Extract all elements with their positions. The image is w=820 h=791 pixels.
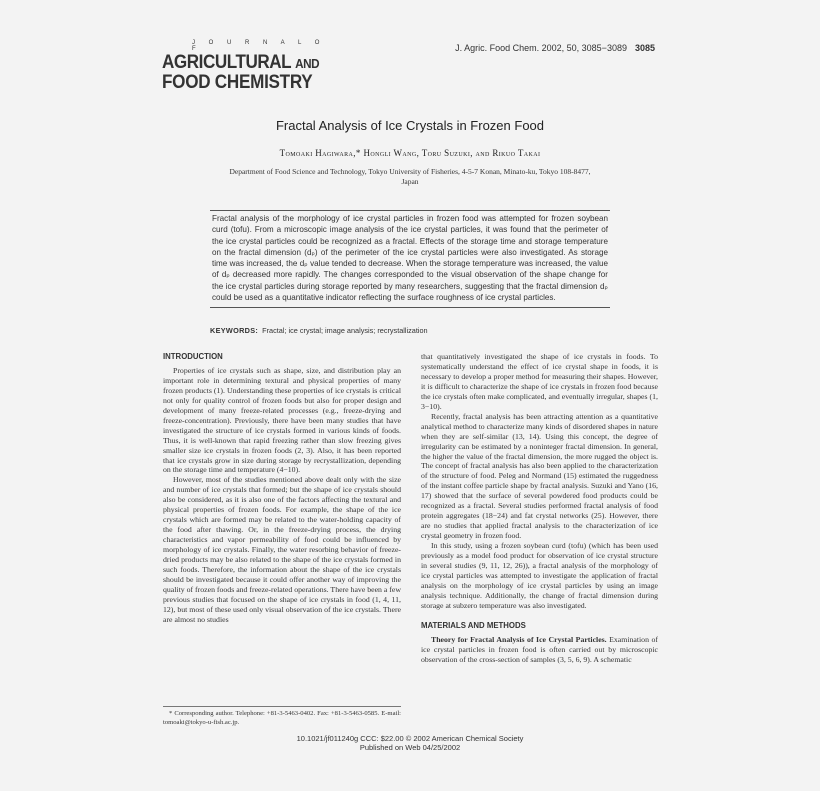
journal-logo — [162, 40, 332, 92]
citation-text: J. Agric. Food Chem. 2002, 50, 3085−3089 — [455, 43, 627, 53]
body-column-left — [163, 352, 401, 625]
published-line: Published on Web 04/25/2002 — [359, 742, 461, 752]
paragraph-text: Examination of ice crystal particles in frozen food is often carried out by microscopic observation of the cross-section of samples (3, 5, 6, 9). A schematic — [421, 634, 658, 664]
footnote-text: * Corresponding author. Telephone: +81-3-5463-0402. Fax: +81-3-5463-0585. E-mail: tomoaki@tokyo-u-fish.ac.jp. — [163, 710, 401, 726]
logo-journal-of: J O U R N A L O F — [192, 40, 326, 52]
body-column-right — [421, 352, 658, 665]
section-heading-introduction: INTRODUCTION — [163, 352, 223, 361]
paragraph: However, most of the studies mentioned above dealt only with the size and number of ice crystals that formed; but the shape of ice crystals should also be considered, as it is also one of the factors affecting the textural and physical properties of frozen foods. For example, the shape of the ice crystals which are formed may be related to the water-holding capacity of the food after thawing. Or, in the freeze-drying process, the drying characteristics and vapor permeability of food could be influenced by morphology of ice crystals. Finally, the water resorbing behavior of freeze-dried products may be also related to the shape of the ice crystals formed in such foods. Therefore, the information about the shape of the ice crystals should be investigated because it could offer another way of improving the quality of frozen foods and freeze-related operations. There have been a few previous studies that focused on the shape of ice crystals in food (1, 4, 11, 12), but most of these used only visual observation of the ice crystals. There are almost no studies — [163, 475, 401, 624]
paragraph: that quantitatively investigated the shape of ice crystals in foods. To systematically understand the effect of ice crystal shape in foods, it is necessary to develop a proper method for measuring their shapes. However, it is difficult to characterize the shape of ice crystals in frozen food because the ice crystals often make complicated, and eventually irregular, shapes (1, 3−10). — [421, 352, 658, 411]
logo-agricultural: AGRICULTURAL — [162, 52, 291, 73]
page-number: 3085 — [634, 43, 655, 53]
keywords — [210, 326, 610, 335]
paragraph: In this study, using a frozen soybean curd (tofu) (which has been used previously as a model food product for observation of ice crystal structure in several studies (9, 11, 12, 26)), a fractal analysis of the morphology of ice crystal particles was attempted to investigate the application of fractal analysis on the morphology of ice crystal particles by using an image analysis technique. Additionally, the change of fractal dimension during storage at subzero temperature was also investigated. — [421, 541, 658, 610]
keywords-label: KEYWORDS: — [210, 326, 259, 335]
author-affiliation: Department of Food Science and Technology, Tokyo University of Fisheries, 4-5-7 Konan, Minato-ku, Tokyo 108-8477, Japan — [229, 167, 591, 186]
article-title: Fractal Analysis of Ice Crystals in Frozen Food — [275, 118, 545, 133]
subsection-heading: Theory for Fractal Analysis of Ice Crystal Particles. — [431, 634, 607, 644]
section-heading-materials-methods: MATERIALS AND METHODS — [421, 620, 526, 630]
keywords-list: Fractal; ice crystal; image analysis; recrystallization — [262, 326, 428, 335]
logo-line-agricultural — [162, 52, 320, 73]
paragraph — [421, 635, 658, 665]
journal-citation — [455, 43, 655, 53]
corresponding-author-footnote — [163, 706, 401, 727]
paragraph: Recently, fractal analysis has been attracting attention as a quantitative analytical method to characterize many kinds of disordered shapes in nature when they are self-similar (13, 14). Using this concept, the degree of irregularity can be estimated by a noninteger fractal dimension. In general, the higher the value of the fractal dimension, the more rugged the object is. The concept of fractal analysis has also been applied to the characterization of the structure of food. Peleg and Normand (15) estimated the ruggedness of the instant coffee particle shape by fractal analysis. Suzuki and Yano (16, 17) showed that the surface of several powdered food products could be recognized as a fractal. Several studies performed fractal analysis of food protein aggregates (18−24) and fat crystal networks (25). However, there are no studies that applied fractal analysis to the characterization of ice crystal geometry in frozen food. — [421, 411, 658, 541]
article-authors: Tomoaki Hagiwara,* Hongli Wang, Toru Suzuki, and Rikuo Takai — [279, 148, 541, 158]
doi-line: 10.1021/jf011240g CCC: $22.00 © 2002 American Chemical Society — [296, 734, 524, 743]
logo-line-food-chemistry: FOOD CHEMISTRY — [162, 72, 313, 93]
logo-and: AND — [295, 56, 320, 71]
abstract: Fractal analysis of the morphology of ice crystal particles in frozen food was attempted for frozen soybean curd (tofu). From a microscopic image analysis of the ice crystal particles, it was found that the perimeter of the ice crystal particles could be recognized as a fractal. Effects of the storage time and storage temperature on the fractal dimension (dₚ) of the perimeter of the ice crystal particles were also investigated. As storage time was increased, the dₚ value tended to decrease. When the storage temperature was increased, the value of dₚ decreased more rapidly. The changes corresponded to the visual observation of the shape change for the ice crystal particles during storage reported by many researchers, suggesting that the fractal dimension dₚ could be used as a quantitative indicator reflecting the surface roughness of ice crystal particles. — [210, 210, 610, 308]
page-footer — [0, 735, 820, 752]
paragraph: Properties of ice crystals such as shape, size, and distribution play an important role in determining textural and physical properties of many frozen products (1). Understanding these properties of ice crystals is critical not only for quality control of frozen foods but also for proper design and development of many freeze-related processes (e.g., freeze-drying and freeze-concentration). Previously, there have been many studies that have investigated the structure of ice crystals formed in various kinds of foods. Thus, it is well-known that rapid freezing rather than slow freezing gives smaller size ice crystals in frozen foods (2, 3). Also, it has been reported that ice crystals grow in size during storage by recrystallization, depending on the storage time and temperature (4−10). — [163, 365, 401, 475]
